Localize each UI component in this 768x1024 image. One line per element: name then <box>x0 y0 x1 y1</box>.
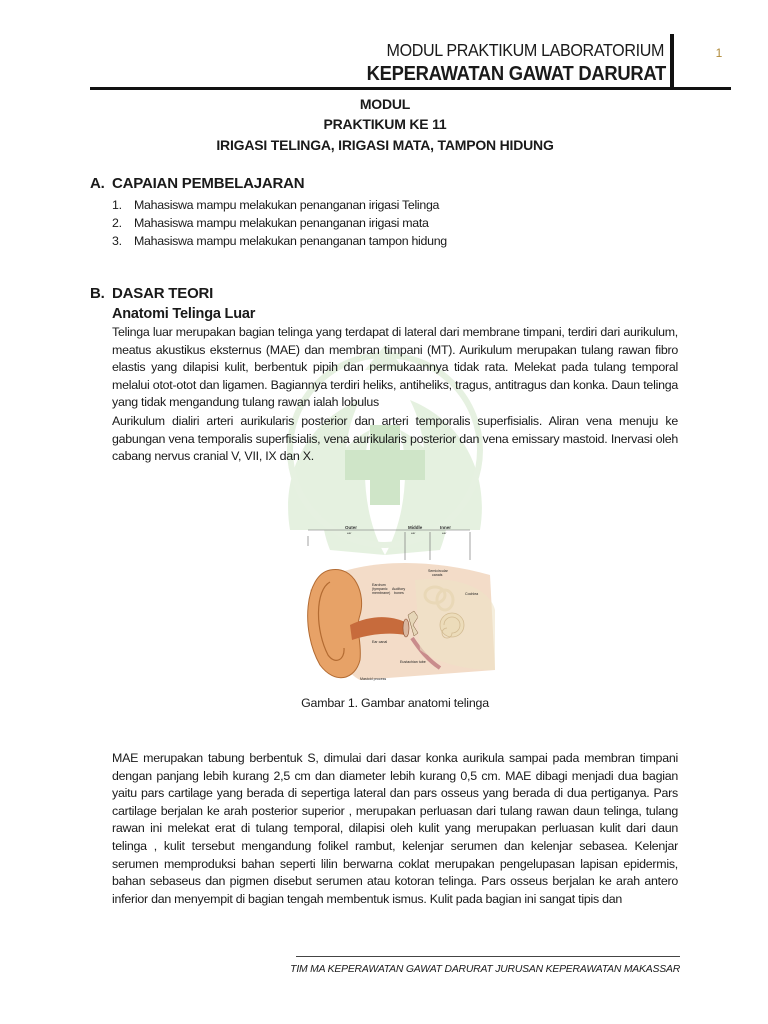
label-outer-sub: ear <box>347 531 352 535</box>
figure-caption: Gambar 1. Gambar anatomi telinga <box>301 696 489 710</box>
subheading-outer-ear: Anatomi Telinga Luar <box>112 306 256 322</box>
label-semicircular-2: canals <box>432 573 443 577</box>
list-item-text: Mahasiswa mampu melakukan penanganan irigasi Telinga <box>134 198 440 212</box>
header-module-title: MODUL PRAKTIKUM LABORATORIUM <box>386 40 664 60</box>
list-item-text: Mahasiswa mampu melakukan penanganan tampon hidung <box>134 234 447 248</box>
paragraph-auricle-supply: Aurikulum dialiri arteri aurikularis posterior dan arteri temporalis superfisialis. Aliran vena menuju ke gabungan vena temporalis superfisialis, vena aurikularis posterior dan vena emissary mastoid. Inervasi oleh cabang nervus cranial V, VII, IX dan X. <box>112 414 678 464</box>
footer-rule <box>296 956 680 957</box>
label-auditory-bones: Auditory <box>392 587 406 591</box>
label-ear-canal: Ear canal <box>372 640 388 644</box>
section-b-label: B. <box>90 285 105 302</box>
header-course-title: KEPERAWATAN GAWAT DARURAT <box>366 63 666 85</box>
label-inner-sub: ear <box>442 531 447 535</box>
label-eardrum-2: (tympanic <box>372 587 388 591</box>
label-semicircular: Semicircular <box>428 569 448 573</box>
label-eustachian: Eustachian tube <box>400 660 426 664</box>
paragraph-mae: MAE merupakan tabung berbentuk S, dimulai dari dasar konka aurikula sampai pada membran timpani dengan panjang lebih kurang 2,5 cm dan diameter lebih kurang 0,5 cm. MAE dibagi menjadi dua bagian yaitu pars cartilage yang berada di sepertiga lateral dan pars osseus yang berada di dua pertiganya. Pars cartilage berjalan ke arah posterior superior , merupakan perluasan dari tulang rawan daun telinga, tulang rawan ini melekat erat di tulang temporal, dilapisi oleh kulit yang merupakan perluasan kulit dari daun telinga , kulit tersebut mengandung folikel rambut, kelenjar serumen dan kelenjar sebasea. Kelenjar serumen memproduksi bahan seperti lilin berwarna coklat merupakan pengelupasan lapisan epidermis, bahan sebaseus dan pigmen disebut serumen atau kotoran telinga. Pars osseus berjalan ke arah antero inferior dan menyempit di bagian tengah membentuk ismus. Kulit pada bagian ini sangat tipis dan <box>112 751 678 906</box>
section-a-heading <box>90 175 304 192</box>
label-mastoid: Mastoid process <box>360 677 387 681</box>
list-item-text: Mahasiswa mampu melakukan penanganan irigasi mata <box>134 216 429 230</box>
label-middle-sub: ear <box>411 531 416 535</box>
doc-title-modul: MODUL <box>359 96 411 112</box>
section-a-label: A. <box>90 175 105 192</box>
label-middle: Middle <box>408 525 423 530</box>
list-item <box>112 232 447 250</box>
section-b-title: DASAR TEORI <box>112 285 214 302</box>
section-a-title: CAPAIAN PEMBELAJARAN <box>112 175 305 192</box>
label-outer: Outer <box>345 525 358 530</box>
header-horizontal-rule <box>90 87 731 90</box>
header-vertical-rule <box>670 34 674 90</box>
label-cochlea: Cochlea <box>465 592 479 596</box>
doc-title-topic: IRIGASI TELINGA, IRIGASI MATA, TAMPON HIDUNG <box>216 137 554 153</box>
doc-title-praktikum: PRAKTIKUM KE 11 <box>323 116 447 132</box>
label-inner: Inner <box>440 525 452 530</box>
section-b-heading <box>90 285 213 302</box>
list-item <box>112 214 447 232</box>
ear-anatomy-figure <box>300 520 500 685</box>
list-item-number: 2. <box>112 216 122 230</box>
footer-text: TIM MA KEPERAWATAN GAWAT DARURAT JURUSAN KEPERAWATAN MAKASSAR <box>290 964 680 975</box>
learning-outcomes-list <box>112 196 447 250</box>
page-number: 1 <box>715 46 723 60</box>
list-item <box>112 196 447 214</box>
label-eardrum: Eardrum <box>372 583 386 587</box>
list-item-number: 3. <box>112 234 122 248</box>
label-auditory-bones-2: bones <box>394 591 404 595</box>
paragraph-outer-ear: Telinga luar merupakan bagian telinga yang terdapat di lateral dari membrane timpani, terdiri dari aurikulum, meatus akustikus eksternus (MAE) dan membran timpani (MT). Aurikulum merupakan tulang rawan fibro elastis yang dilapisi kulit, berbentuk pipih dan permukaannya tidak rata. Melekat pada tulang temporal melalui otot-otot dan ligamen. Bagiannya terdiri heliks, antiheliks, tragus, antitragus dan konka. Daun telinga yang tidak mengandung tulang rawan ialah lobulus <box>112 325 678 410</box>
label-eardrum-3: membrane) <box>372 591 391 595</box>
list-item-number: 1. <box>112 198 122 212</box>
